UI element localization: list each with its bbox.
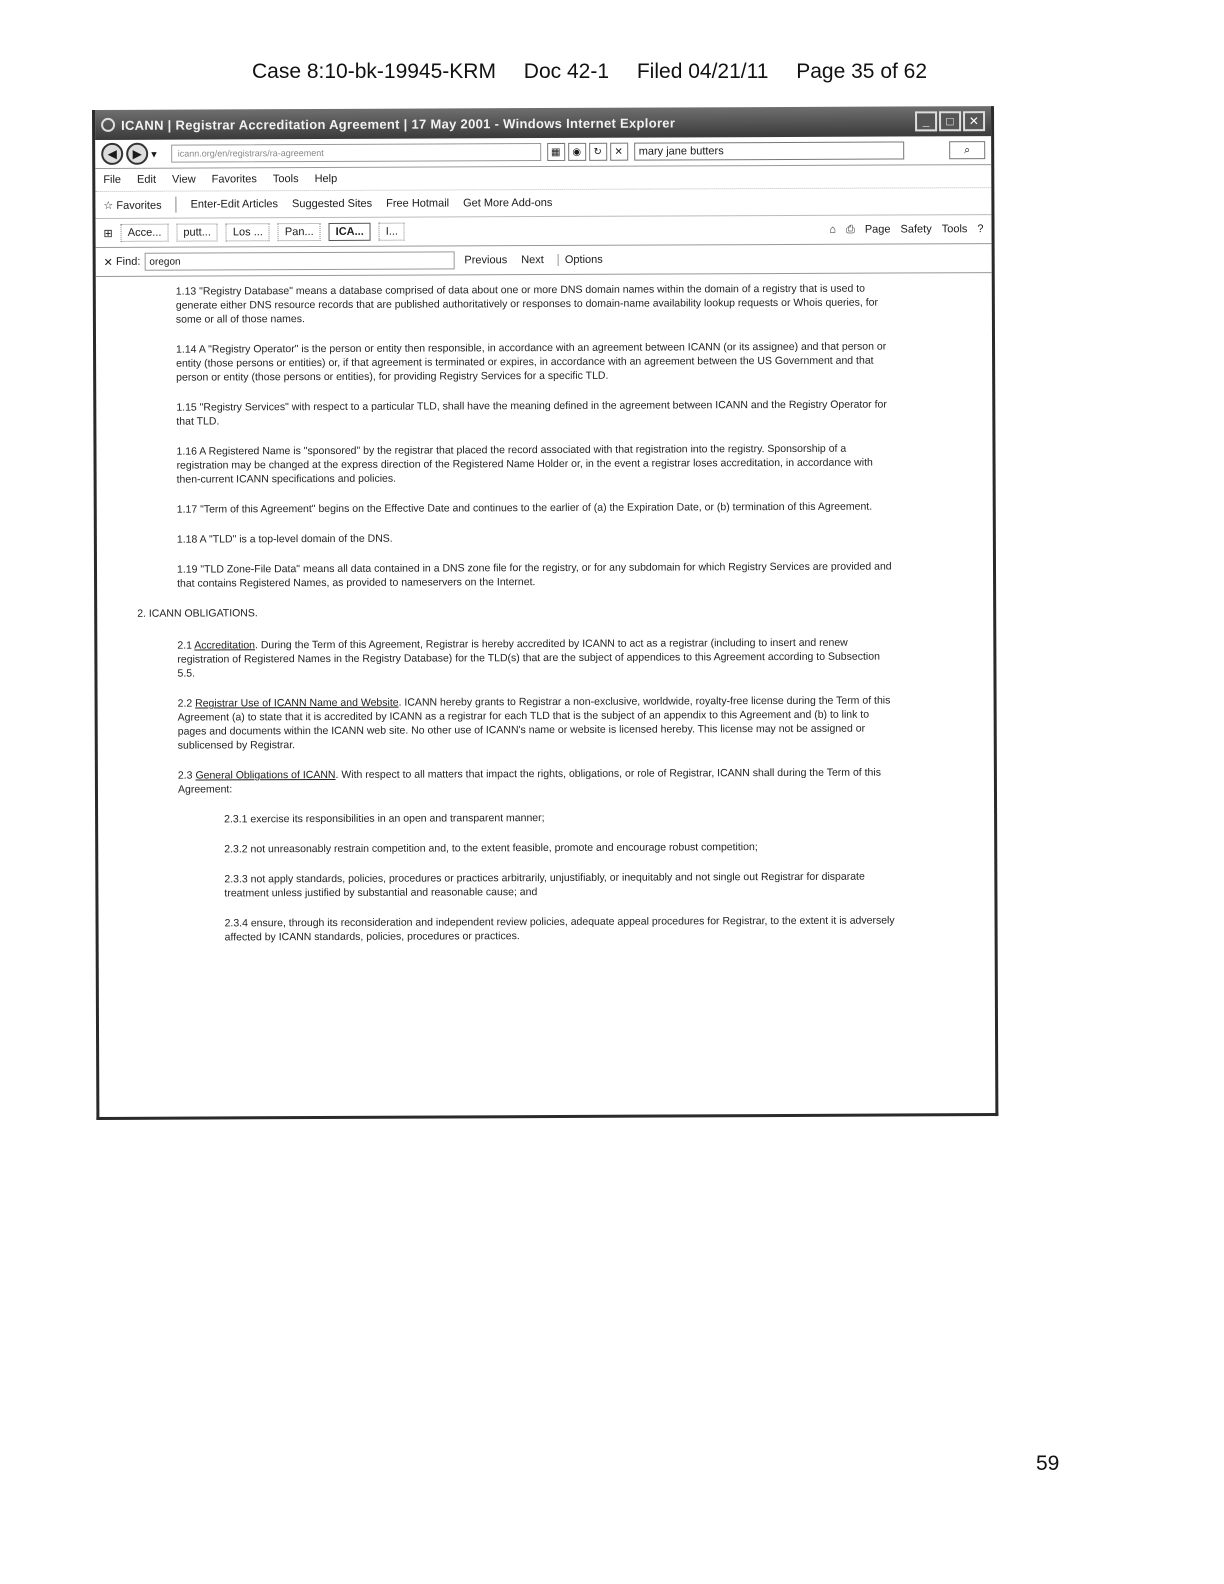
- page-number: 59: [1036, 1452, 1060, 1475]
- def-1-13: 1.13 "Registry Database" means a database comprised of data about one or more DNS domain names within the domain of a registry that is used to generate either DNS resource records that are published authoritatively or responses to domain-name availability lookup requests or Whois queries, for some or all of those names.: [175, 282, 878, 326]
- tab-acce[interactable]: Acce...: [121, 224, 169, 242]
- find-bar: [96, 244, 992, 277]
- divider: [176, 197, 177, 213]
- menu-file[interactable]: File: [103, 173, 122, 186]
- tab-pan[interactable]: Pan...: [278, 223, 321, 241]
- rss-icon[interactable]: ◉: [568, 143, 586, 161]
- find-input[interactable]: oregon: [144, 251, 454, 270]
- def-1-17: 1.17 "Term of this Agreement" begins on the Effective Date and continues to the earlier of (a) the Expiration Date, or (b) termination of this Agreement.: [176, 500, 873, 516]
- favorites-button[interactable]: ☆ Favorites: [103, 199, 162, 212]
- find-options-button[interactable]: Options: [558, 254, 603, 266]
- clause-2-1: [177, 635, 897, 680]
- clause-2-3: [178, 765, 898, 796]
- print-icon[interactable]: ⎙: [845, 223, 855, 236]
- scrollbar[interactable]: [978, 273, 995, 941]
- def-1-16: 1.16 A Registered Name is "sponsored" by the registrar that placed the record associated with that registration into the registry. Sponsorship of a registration may be changed at the express direction of the Registered Name Holder or, in the event a registrar loses accreditation, in accordance with then-current ICANN specifications and policies.: [176, 442, 873, 486]
- tab-bar: [95, 215, 991, 248]
- clause-2-2-body: . ICANN hereby grants to Registrar a non-exclusive, worldwide, royalty-free license during the Term of this Agreement (a) to state that it is accredited by ICANN as a registrar for each TLD that is the subject of an appendix to this Agreement and (b) to link to pages and documents within the ICANN web site. No other use of ICANN's name or website is licensed hereby. This license may not be assigned or sublicensed by Registrar.: [177, 694, 891, 752]
- find-previous-button[interactable]: Previous: [464, 254, 508, 267]
- clause-2-3-body: . With respect to all matters that impact the rights, obligations, or role of Registrar, ICANN shall during the Term of this Agreement:: [177, 766, 881, 796]
- help-icon[interactable]: ?: [977, 222, 984, 235]
- safety-menu[interactable]: Safety: [900, 222, 932, 235]
- section-2-heading: 2. ICANN OBLIGATIONS.: [137, 607, 258, 620]
- back-icon[interactable]: ◀: [101, 143, 123, 165]
- clause-2-3-num: 2.3: [177, 769, 193, 782]
- clause-2-3-4: 2.3.4 ensure, through its reconsideration and independent review policies, adequate appeal procedures for Registrar, to the extent it is adversely affected by ICANN standards, policies, procedures or practices.: [224, 914, 895, 944]
- clause-2-2-num: 2.2: [177, 697, 193, 710]
- maximize-button[interactable]: □: [939, 111, 961, 131]
- favorites-bar: [95, 188, 991, 219]
- ie-logo-icon: [101, 118, 115, 132]
- home-icon[interactable]: ⌂: [829, 223, 837, 236]
- menu-tools[interactable]: Tools: [272, 173, 299, 186]
- page-menu[interactable]: Page: [864, 223, 891, 236]
- browser-window: [92, 106, 998, 1120]
- history-dropdown-icon[interactable]: ▾: [151, 148, 157, 161]
- menu-favorites[interactable]: Favorites: [211, 173, 257, 186]
- close-button[interactable]: ✕: [963, 111, 985, 131]
- def-1-15: 1.15 "Registry Services" with respect to a particular TLD, shall have the meaning defined in the agreement between ICANN and the Registry Operator for that TLD.: [176, 398, 887, 428]
- search-icon[interactable]: ⌕: [949, 141, 985, 159]
- def-1-19: 1.19 "TLD Zone-File Data" means all data contained in a DNS zone file for the registry, or for any subdomain for which Registry Services are provided and that contains Registered Names, as provided to nameservers on the Internet.: [176, 560, 892, 590]
- page-of: Page 35 of 62: [796, 60, 928, 83]
- forward-icon[interactable]: ▶: [126, 143, 148, 165]
- minimize-button[interactable]: _: [915, 111, 937, 131]
- fav-link-enter-edit[interactable]: Enter-Edit Articles: [190, 198, 279, 211]
- tab-los[interactable]: Los ...: [226, 223, 270, 241]
- refresh-icon[interactable]: ↻: [589, 143, 607, 161]
- find-label: Find:: [115, 255, 141, 268]
- address-bar: [95, 136, 991, 169]
- menu-view[interactable]: View: [171, 173, 196, 186]
- clause-2-2-title: Registrar Use of ICANN Name and Website: [195, 696, 399, 710]
- clause-2-1-num: 2.1: [177, 639, 192, 652]
- stop-icon[interactable]: ✕: [610, 143, 628, 161]
- clause-2-1-title: Accreditation: [194, 639, 256, 652]
- menu-edit[interactable]: Edit: [137, 173, 157, 186]
- clause-2-3-3: 2.3.3 not apply standards, policies, procedures or practices arbitrarily, unjustifiably, or inequitably and not single out Registrar for disparate treatment unless justified by substantial and reasonable cause; and: [224, 870, 865, 900]
- title-bar: [95, 106, 991, 140]
- tab-putt[interactable]: putt...: [176, 223, 218, 241]
- window-title: ICANN | Registrar Accreditation Agreement | 17 May 2001 - Windows Internet Explorer: [121, 114, 676, 133]
- clause-2-1-body: . During the Term of this Agreement, Registrar is hereby accredited by ICANN to act as a registrar (including to insert and renew registration of Registered Names in the Registry Database) for the TLD(s) that are the subject of appendices to this Agreement according to Subsection 5.5.: [177, 636, 880, 680]
- page-content: [96, 273, 995, 945]
- search-input[interactable]: mary jane butters: [634, 141, 904, 160]
- tab-other[interactable]: I...: [379, 223, 405, 241]
- compat-view-icon[interactable]: ▦: [547, 143, 565, 161]
- fav-link-suggested[interactable]: Suggested Sites: [291, 197, 373, 211]
- def-1-14: 1.14 A "Registry Operator" is the person or entity then responsible, in accordance with an agreement between ICANN (or its assignee) and that person or entity (those persons or entities) or, if that agreement is terminated or expires, in accordance with an agreement between the US Government and that person or entity (those persons or entities), for providing Registry Services for a specific TLD.: [176, 340, 887, 384]
- tab-icann[interactable]: ICA...: [329, 223, 371, 241]
- tools-menu[interactable]: Tools: [941, 222, 968, 235]
- url-input[interactable]: icann.org/en/registrars/ra-agreement: [171, 143, 541, 163]
- clause-2-3-2: 2.3.2 not unreasonably restrain competition and, to the extent feasible, promote and encourage robust competition;: [224, 841, 758, 856]
- clause-2-3-1: 2.3.1 exercise its responsibilities in an open and transparent manner;: [224, 812, 545, 826]
- find-next-button[interactable]: Next: [521, 254, 544, 267]
- quick-tabs-icon[interactable]: ⊞: [103, 227, 113, 240]
- case-number: Case 8:10-bk-19945-KRM: [252, 60, 496, 83]
- clause-2-2: [178, 693, 898, 752]
- def-1-18: 1.18 A "TLD" is a top-level domain of the DNS.: [176, 532, 393, 546]
- fav-link-addons[interactable]: Get More Add-ons: [463, 196, 553, 210]
- doc-number: Doc 42-1: [523, 60, 610, 83]
- clause-2-3-title: General Obligations of ICANN: [195, 768, 336, 782]
- menu-help[interactable]: Help: [314, 172, 338, 186]
- close-find-icon[interactable]: ✕: [103, 256, 116, 269]
- fav-link-hotmail[interactable]: Free Hotmail: [386, 197, 450, 210]
- filed-date: Filed 04/21/11: [636, 60, 769, 83]
- favorites-label: Favorites: [116, 199, 162, 212]
- case-header: [252, 60, 949, 84]
